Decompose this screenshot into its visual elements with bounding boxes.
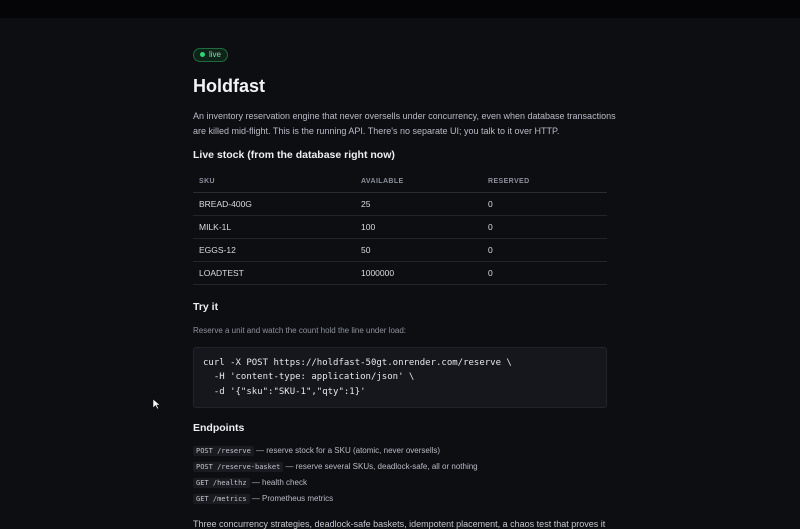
column-header-sku: SKU [193, 172, 355, 192]
cell-available: 100 [355, 215, 482, 238]
endpoint-route: GET /healthz [193, 478, 250, 488]
endpoint-route: POST /reserve-basket [193, 462, 283, 472]
top-bar [0, 0, 800, 18]
table-row [193, 192, 607, 215]
cell-available: 50 [355, 238, 482, 261]
endpoint-description: — Prometheus metrics [251, 494, 334, 503]
table-row [193, 261, 607, 284]
code-block[interactable] [193, 347, 607, 409]
cell-reserved: 0 [482, 261, 607, 284]
table-header-row [193, 172, 607, 192]
stock-heading: Live stock (from the database right now) [193, 149, 395, 161]
list-item [193, 459, 607, 475]
endpoint-route: POST /reserve [193, 446, 254, 456]
main-content [193, 44, 616, 529]
page-description: An inventory reservation engine that never oversells under concurrency, even when database transactions are killed mid-flight. This is the running API. There's no separate UI; you talk to it over HTTP. [193, 111, 616, 136]
code-line: -H 'content-type: application/json' \ [203, 372, 415, 382]
cell-reserved: 0 [482, 238, 607, 261]
cell-reserved: 0 [482, 215, 607, 238]
code-line: -d '{"sku":"SKU-1","qty":1}' [203, 386, 366, 397]
cell-reserved: 0 [482, 192, 607, 215]
cell-sku: LOADTEST [193, 261, 355, 284]
endpoint-description: — reserve several SKUs, deadlock-safe, all or nothing [285, 462, 478, 471]
code-line: curl -X POST https://holdfast-50gt.onrender.com/reserve \ [203, 357, 512, 368]
list-item [193, 443, 607, 459]
cell-available: 25 [355, 192, 482, 215]
cell-available: 1000000 [355, 261, 482, 284]
page-title: Holdfast [193, 76, 265, 96]
try-it-heading: Try it [193, 300, 219, 313]
endpoint-description: — reserve stock for a SKU (atomic, never oversells) [256, 446, 441, 455]
list-item [193, 475, 607, 491]
endpoint-list [193, 443, 607, 507]
table-row [193, 238, 607, 261]
endpoint-route: GET /metrics [193, 494, 250, 504]
stock-table [193, 172, 607, 285]
list-item [193, 491, 607, 507]
cell-sku: MILK-1L [193, 215, 355, 238]
features-summary: Three concurrency strategies, deadlock-safe baskets, idempotent placement, a chaos test that proves it [193, 519, 606, 529]
try-it-subtitle: Reserve a unit and watch the count hold the line under load: [193, 325, 407, 335]
cell-sku: BREAD-400G [193, 192, 355, 215]
column-header-reserved: RESERVED [482, 172, 607, 192]
live-dot-icon [200, 52, 205, 57]
endpoint-description: — health check [251, 478, 307, 487]
mouse-cursor-icon [152, 398, 162, 410]
table-row [193, 215, 607, 238]
status-badge [193, 48, 228, 62]
status-badge-label: live [209, 50, 222, 59]
column-header-available: AVAILABLE [355, 172, 482, 192]
cell-sku: EGGS-12 [193, 238, 355, 261]
endpoints-heading: Endpoints [193, 422, 245, 434]
